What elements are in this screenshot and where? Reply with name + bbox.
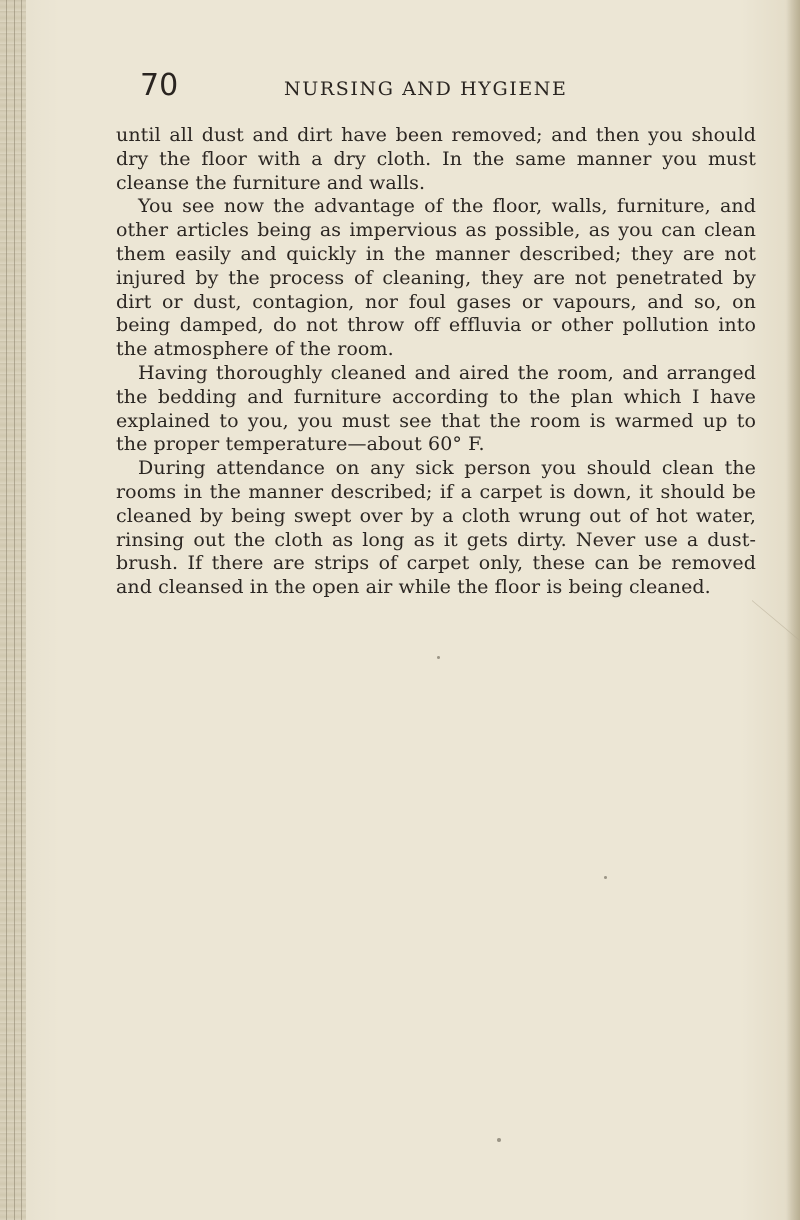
paragraph: until all dust and dirt have been removed; and then you should dry the floor with a dry cloth. In the same manner you must cleanse the furniture and walls. <box>116 124 756 194</box>
page-number: 70 <box>140 68 179 103</box>
binding-line <box>6 0 7 1220</box>
binding-gutter <box>0 0 26 1220</box>
paper-speck <box>604 876 607 879</box>
binding-line <box>14 0 15 1220</box>
paper-speck <box>437 656 440 659</box>
paper-speck <box>497 1138 501 1142</box>
body-text <box>116 124 756 600</box>
binding-line <box>21 0 22 1220</box>
paragraph: You see now the advantage of the floor, walls, furniture, and other articles being as impervious as possible, as you can clean them easily and quickly in the manner described; they are not injured by the process of cleaning, they are not penetrated by dirt or dust, contagion, nor foul gases or vapours, and so, on being damped, do not throw off effluvia or other pollution into the atmosphere of the room. <box>116 195 756 361</box>
paragraph: Having thoroughly cleaned and aired the room, and arranged the bedding and furniture according to the plan which I have explained to you, you must see that the room is warmed up to the proper temperature—about 60° F. <box>116 361 756 456</box>
paragraph: During attendance on any sick person you should clean the rooms in the manner described; if a carpet is down, it should be cleaned by being swept over by a cloth wrung out of hot water, rinsing out the cloth as long as it gets dirty. Never use a dust-brush. If there are strips of carpet only, these can be removed and cleansed in the open air while the floor is being cleaned. <box>116 457 756 599</box>
page-header <box>140 68 740 108</box>
running-head: NURSING AND HYGIENE <box>284 78 568 100</box>
page-right-edge <box>786 0 800 1220</box>
